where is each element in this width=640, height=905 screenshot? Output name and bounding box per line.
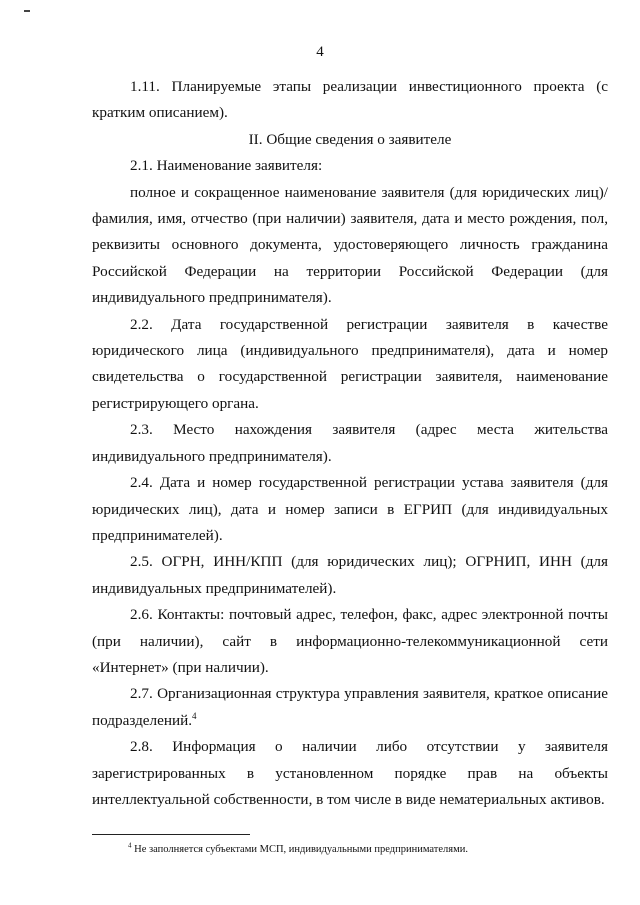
paragraph-2-5: 2.5. ОГРН, ИНН/КПП (для юридических лиц); ОГРНИП, ИНН (для индивидуальных предпринимателей). — [92, 553, 608, 597]
footnote-separator — [92, 834, 250, 835]
footnote-text: Не заполняется субъектами МСП, индивидуальными предпринимателями. — [134, 844, 468, 855]
page-number: 4 — [316, 44, 324, 60]
paragraph-2-7-text: 2.7. Организационная структура управления заявителя, краткое описание подразделений. — [92, 685, 608, 729]
paragraph-2-3: 2.3. Место нахождения заявителя (адрес места жительства индивидуального предпринимателя). — [92, 421, 608, 465]
section-2-heading: II. Общие сведения о заявителе — [248, 130, 452, 148]
paragraph-2-1: 2.1. Наименование заявителя: — [130, 157, 323, 175]
paragraph-2-8: 2.8. Информация о наличии либо отсутствии у заявителя зарегистрированных в установленном порядке прав на объекты интеллектуальной собственности, в том числе в виде нематериальных активов. — [92, 738, 608, 808]
paragraph-2-1-detail: полное и сокращенное наименование заявителя (для юридических лиц)/фамилия, имя, отчество (при наличии) заявителя, дата и место рождения, пол, реквизиты основного документа, удостоверяющего личность гражданина Российской Федерации на территории Российской Федерации (для индивидуального предпринимателя). — [92, 183, 608, 307]
footnote-marker: 4 — [128, 841, 132, 850]
document-body — [92, 74, 608, 813]
footnote-reference: 4 — [192, 710, 197, 721]
paragraph-2-6: 2.6. Контакты: почтовый адрес, телефон, факс, адрес электронной почты (при наличии), сайт в информационно-телекоммуникационной сети «Интернет» (при наличии). — [92, 606, 608, 676]
paragraph-1-11: 1.11. Планируемые этапы реализации инвестиционного проекта (с кратким описанием). — [92, 78, 608, 122]
paragraph-2-2: 2.2. Дата государственной регистрации заявителя в качестве юридического лица (индивидуального предпринимателя), дата и номер свидетельства о государственной регистрации заявителя, наименование регистрирующего органа. — [92, 315, 608, 412]
paragraph-2-7 — [92, 681, 608, 734]
scan-mark — [24, 10, 30, 12]
footnote — [128, 843, 468, 857]
paragraph-2-4: 2.4. Дата и номер государственной регистрации устава заявителя (для юридических лиц), дата и номер записи в ЕГРИП (для индивидуальных предпринимателей). — [92, 474, 608, 544]
